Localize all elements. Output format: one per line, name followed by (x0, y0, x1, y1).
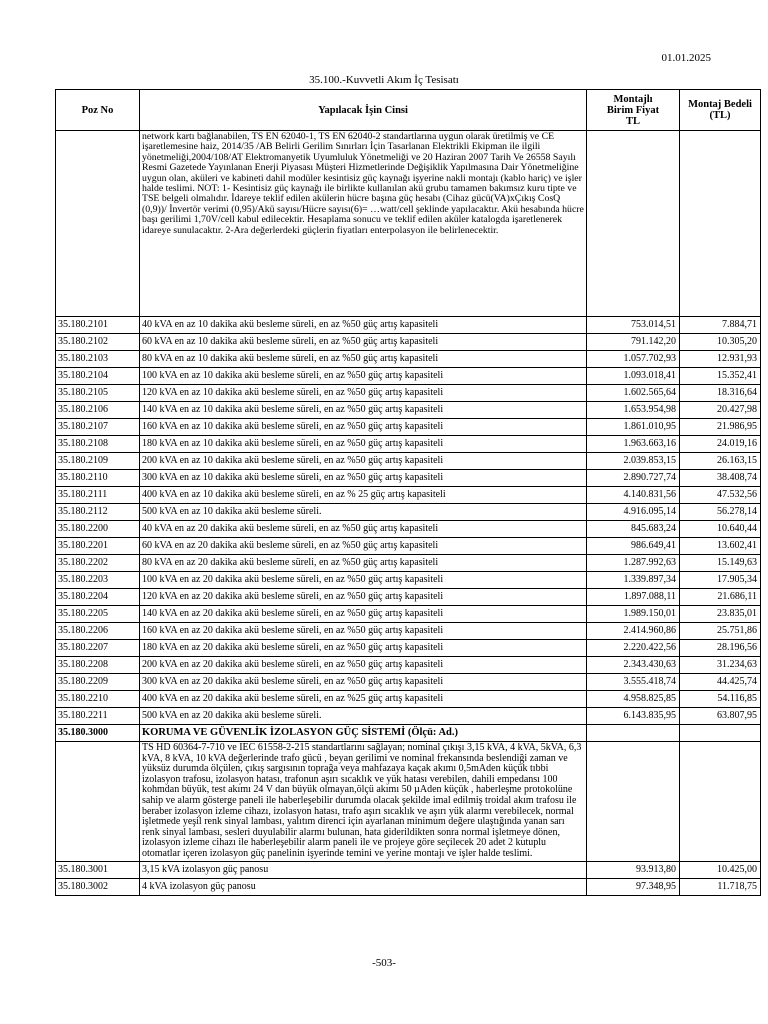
unit-price-cell: 1.602.565,64 (587, 385, 680, 402)
description-cell: 60 kVA en az 10 dakika akü besleme süreli, en az %50 güç artış kapasiteli (140, 334, 587, 351)
table-row (56, 589, 761, 606)
description-cell: 400 kVA en az 20 dakika akü besleme süreli, en az %25 güç artış kapasiteli (140, 691, 587, 708)
description-cell: 300 kVA en az 20 dakika akü besleme süreli, en az %50 güç artış kapasiteli (140, 674, 587, 691)
installation-cost-cell: 12.931,93 (680, 351, 761, 368)
installation-cost-cell: 31.234,63 (680, 657, 761, 674)
group-price-cell (587, 725, 680, 742)
unit-price-cell: 2.039.853,15 (587, 453, 680, 470)
unit-price-cell: 1.057.702,93 (587, 351, 680, 368)
poz-no-cell: 35.180.2108 (56, 436, 140, 453)
description-cell: 120 kVA en az 20 dakika akü besleme süreli, en az %50 güç artış kapasiteli (140, 589, 587, 606)
installation-cost-cell: 24.019,16 (680, 436, 761, 453)
group-title: KORUMA VE GÜVENLİK İZOLASYON GÜÇ SİSTEMİ (Ölçü: Ad.) (140, 725, 587, 742)
group-description: TS HD 60364-7-710 ve IEC 61558-2-215 standartlarını sağlayan; nominal çıkışı 3,15 kVA, 4 kVA, 5kVA, 6,3 kVA, 8 kVA, 10 kVA değerlerinde trafo gücü , beyan gerilimi ve nominal frekansında beslendiği zaman ve yüksüz durumda ölçülen, çıkış sargısının toprağa veya mahfazaya kaçak akımı 0,5mAden küçük tıbbi izolasyon trafosu, izolasyon hatası, trafonun aşırı sıcaklık ve yük hatası verebilen, dahili empedansı 100 kohmdan büyük, test akımı 24 V dan büyük olmayan,ölçü akımı 50 µAden küçük , haberleşme protokolüne sahip ve alarm gösterge paneli ile haberleşebilir durumda olacak şekilde imal edilmiş troidal akım trafosu ile beraber izolasyon izleme cihazı, izolasyon hatası, trafo aşırı sıcaklık ve aşırı yük alarmı verebilecek, normal işletmede yeşil renk sinyal lambası, yalıtım direnci için ayarlanan minimum değere ulaştığında yanan sarı renk sinyal lambası, sesleri duyulabilir alarmı bulunan, hata giderildikten sonra normal işletmeye dönen, izolasyon izleme cihazı ile haberleşebilir alarm paneli ile ve projeye göre seçilecek 20 adet 2 kutuplu otomatlar içeren izolasyon güç panelinin işyerinde temini ve yerine montajı ve işler halde teslimi. (140, 742, 587, 862)
description-cell: 500 kVA en az 10 dakika akü besleme süreli. (140, 504, 587, 521)
description-cell: 200 kVA en az 20 dakika akü besleme süreli, en az %50 güç artış kapasiteli (140, 657, 587, 674)
description-cell: 140 kVA en az 20 dakika akü besleme süreli, en az %50 güç artış kapasiteli (140, 606, 587, 623)
price-table-container (55, 89, 760, 896)
header-unit-price (587, 90, 680, 131)
poz-no-cell: 35.180.2203 (56, 572, 140, 589)
unit-price-cell: 4.140.831,56 (587, 487, 680, 504)
header-description: Yapılacak İşin Cinsi (140, 90, 587, 131)
table-row (56, 657, 761, 674)
intro-install-cell (680, 131, 761, 317)
table-row (56, 878, 761, 895)
table-row (56, 674, 761, 691)
installation-cost-cell: 10.425,00 (680, 861, 761, 878)
table-row (56, 317, 761, 334)
poz-no-cell: 35.180.2104 (56, 368, 140, 385)
installation-cost-cell: 38.408,74 (680, 470, 761, 487)
unit-price-cell: 1.287.992,63 (587, 555, 680, 572)
unit-price-cell: 1.653.954,98 (587, 402, 680, 419)
poz-no-cell: 35.180.2101 (56, 317, 140, 334)
table-row (56, 691, 761, 708)
intro-description: network kartı bağlanabilen, TS EN 62040-1, TS EN 62040-2 standartlarına uygun olarak üretilmiş ve CE işaretlemesine haiz, 2014/35 /AB Belirli Gerilim Sınırları İçin Tasarlanan Elektrikli Ekipman ile ilgili yönetmeliği,2004/108/AT Elektromanyetik Uyumluluk Yönetmeliği ve 20 Haziran 2007 Tarih Ve 26558 Sayılı Resmi Gazetede Yayınlanan Enerji Piyasası Müşteri Hizmetlerinde Değişiklik Yapılmasına Dair Yönetmeliğine uygun olan, aküleri ve kabineti dahil modüler kesintisiz güç kaynağı işyerine nakli montajı (kablo hariç) ve işler halde teslimi. NOT: 1- Kesintisiz güç kaynağı ile birlikte kullanılan akü grubu tamamen bakımsız kuru tipte ve TSE belgeli olmalıdır. İdareye teklif edilen akülerin hücre başına güç hesabı (Cihaz gücü(VA)xÇıkış CosQ (0,9))/ İnvertör verimi (0,95)/Akü sayısı/Hücre sayısı(6)= …watt/cell şeklinde yapılacaktır. Akü hesabında hücre başı gerilimi 1,70V/cell kabul edilecektir. Hesaplama sonucu ve teklif edilen aküler katalogda işaretlenerek idareye sunulacaktır. 2-Ara değerlerdeki güçlerin fiyatları enterpolasyon ile belirlenecektir. (140, 131, 587, 317)
page-number: -503- (372, 957, 396, 969)
description-cell: 180 kVA en az 10 dakika akü besleme süreli, en az %50 güç artış kapasiteli (140, 436, 587, 453)
group-text-row (56, 742, 761, 862)
description-cell: 3,15 kVA izolasyon güç panosu (140, 861, 587, 878)
header-unit-price-line2: Birim Fiyat (606, 104, 660, 116)
poz-no-cell: 35.180.2210 (56, 691, 140, 708)
group-text-price-cell (587, 742, 680, 862)
installation-cost-cell: 7.884,71 (680, 317, 761, 334)
unit-price-cell: 1.963.663,16 (587, 436, 680, 453)
installation-cost-cell: 23.835,01 (680, 606, 761, 623)
installation-cost-cell: 44.425,74 (680, 674, 761, 691)
intro-code-cell (56, 131, 140, 317)
installation-cost-cell: 11.718,75 (680, 878, 761, 895)
price-table (55, 89, 761, 896)
table-row (56, 334, 761, 351)
installation-cost-cell: 47.532,56 (680, 487, 761, 504)
table-row (56, 606, 761, 623)
poz-no-cell: 35.180.2109 (56, 453, 140, 470)
poz-no-cell: 35.180.2209 (56, 674, 140, 691)
installation-cost-cell: 18.316,64 (680, 385, 761, 402)
unit-price-cell: 97.348,95 (587, 878, 680, 895)
header-installation-cost (680, 90, 761, 131)
unit-price-cell: 2.220.422,56 (587, 640, 680, 657)
unit-price-cell: 1.897.088,11 (587, 589, 680, 606)
table-row (56, 385, 761, 402)
installation-cost-cell: 10.640,44 (680, 521, 761, 538)
table-row (56, 861, 761, 878)
description-cell: 120 kVA en az 10 dakika akü besleme süreli, en az %50 güç artış kapasiteli (140, 385, 587, 402)
installation-cost-cell: 20.427,98 (680, 402, 761, 419)
description-cell: 60 kVA en az 20 dakika akü besleme süreli, en az %50 güç artış kapasiteli (140, 538, 587, 555)
table-row (56, 538, 761, 555)
unit-price-cell: 2.343.430,63 (587, 657, 680, 674)
installation-cost-cell: 10.305,20 (680, 334, 761, 351)
table-row (56, 572, 761, 589)
table-row (56, 521, 761, 538)
group-code: 35.180.3000 (56, 725, 140, 742)
table-row (56, 504, 761, 521)
description-cell: 300 kVA en az 10 dakika akü besleme süreli, en az %50 güç artış kapasiteli (140, 470, 587, 487)
poz-no-cell: 35.180.2200 (56, 521, 140, 538)
table-row (56, 351, 761, 368)
poz-no-cell: 35.180.2206 (56, 623, 140, 640)
description-cell: 40 kVA en az 10 dakika akü besleme süreli, en az %50 güç artış kapasiteli (140, 317, 587, 334)
poz-no-cell: 35.180.2207 (56, 640, 140, 657)
unit-price-cell: 1.861.010,95 (587, 419, 680, 436)
description-cell: 140 kVA en az 10 dakika akü besleme süreli, en az %50 güç artış kapasiteli (140, 402, 587, 419)
unit-price-cell: 6.143.835,95 (587, 708, 680, 725)
table-row (56, 402, 761, 419)
installation-cost-cell: 56.278,14 (680, 504, 761, 521)
poz-no-cell: 35.180.2208 (56, 657, 140, 674)
installation-cost-cell: 21.986,95 (680, 419, 761, 436)
installation-cost-cell: 28.196,56 (680, 640, 761, 657)
description-cell: 200 kVA en az 10 dakika akü besleme süreli, en az %50 güç artış kapasiteli (140, 453, 587, 470)
table-row (56, 368, 761, 385)
poz-no-cell: 35.180.2112 (56, 504, 140, 521)
description-cell: 100 kVA en az 10 dakika akü besleme süreli, en az %50 güç artış kapasiteli (140, 368, 587, 385)
poz-no-cell: 35.180.2103 (56, 351, 140, 368)
poz-no-cell: 35.180.3002 (56, 878, 140, 895)
poz-no-cell: 35.180.2202 (56, 555, 140, 572)
installation-cost-cell: 15.149,63 (680, 555, 761, 572)
description-cell: 160 kVA en az 20 dakika akü besleme süreli, en az %50 güç artış kapasiteli (140, 623, 587, 640)
unit-price-cell: 986.649,41 (587, 538, 680, 555)
poz-no-cell: 35.180.2204 (56, 589, 140, 606)
unit-price-cell: 4.958.825,85 (587, 691, 680, 708)
table-row (56, 470, 761, 487)
unit-price-cell: 791.142,20 (587, 334, 680, 351)
poz-no-cell: 35.180.2106 (56, 402, 140, 419)
table-row (56, 555, 761, 572)
description-cell: 100 kVA en az 20 dakika akü besleme süreli, en az %50 güç artış kapasiteli (140, 572, 587, 589)
unit-price-cell: 1.093.018,41 (587, 368, 680, 385)
poz-no-cell: 35.180.3001 (56, 861, 140, 878)
poz-no-cell: 35.180.2110 (56, 470, 140, 487)
installation-cost-cell: 17.905,34 (680, 572, 761, 589)
poz-no-cell: 35.180.2107 (56, 419, 140, 436)
unit-price-cell: 1.989.150,01 (587, 606, 680, 623)
installation-cost-cell: 13.602,41 (680, 538, 761, 555)
description-cell: 40 kVA en az 20 dakika akü besleme süreli, en az %50 güç artış kapasiteli (140, 521, 587, 538)
table-row (56, 487, 761, 504)
description-cell: 400 kVA en az 10 dakika akü besleme süreli, en az % 25 güç artış kapasiteli (140, 487, 587, 504)
poz-no-cell: 35.180.2111 (56, 487, 140, 504)
installation-cost-cell: 26.163,15 (680, 453, 761, 470)
group-install-cell (680, 725, 761, 742)
header-installation-line1: Montaj Bedeli (688, 99, 752, 110)
installation-cost-cell: 63.807,95 (680, 708, 761, 725)
description-cell: 500 kVA en az 20 dakika akü besleme süreli. (140, 708, 587, 725)
header-unit-price-line3: TL (625, 115, 640, 127)
document-date: 01.01.2025 (661, 52, 711, 64)
description-cell: 160 kVA en az 10 dakika akü besleme süreli, en az %50 güç artış kapasiteli (140, 419, 587, 436)
unit-price-cell: 2.890.727,74 (587, 470, 680, 487)
installation-cost-cell: 21.686,11 (680, 589, 761, 606)
header-unit-price-line1: Montajlı (613, 93, 653, 105)
installation-cost-cell: 54.116,85 (680, 691, 761, 708)
intro-row (56, 131, 761, 317)
description-cell: 80 kVA en az 20 dakika akü besleme süreli, en az %50 güç artış kapasiteli (140, 555, 587, 572)
poz-no-cell: 35.180.2201 (56, 538, 140, 555)
unit-price-cell: 2.414.960,86 (587, 623, 680, 640)
group-heading-row (56, 725, 761, 742)
table-row (56, 623, 761, 640)
description-cell: 80 kVA en az 10 dakika akü besleme süreli, en az %50 güç artış kapasiteli (140, 351, 587, 368)
table-row (56, 419, 761, 436)
unit-price-cell: 1.339.897,34 (587, 572, 680, 589)
unit-price-cell: 93.913,80 (587, 861, 680, 878)
installation-cost-cell: 15.352,41 (680, 368, 761, 385)
unit-price-cell: 845.683,24 (587, 521, 680, 538)
description-cell: 4 kVA izolasyon güç panosu (140, 878, 587, 895)
header-poz-no: Poz No (56, 90, 140, 131)
poz-no-cell: 35.180.2102 (56, 334, 140, 351)
unit-price-cell: 3.555.418,74 (587, 674, 680, 691)
poz-no-cell: 35.180.2105 (56, 385, 140, 402)
group-text-code-cell (56, 742, 140, 862)
group-text-install-cell (680, 742, 761, 862)
table-row (56, 640, 761, 657)
table-row (56, 708, 761, 725)
unit-price-cell: 4.916.095,14 (587, 504, 680, 521)
section-title: 35.100.-Kuvvetli Akım İç Tesisatı (309, 74, 459, 86)
poz-no-cell: 35.180.2211 (56, 708, 140, 725)
poz-no-cell: 35.180.2205 (56, 606, 140, 623)
table-header-row (56, 90, 761, 131)
installation-cost-cell: 25.751,86 (680, 623, 761, 640)
description-cell: 180 kVA en az 20 dakika akü besleme süreli, en az %50 güç artış kapasiteli (140, 640, 587, 657)
header-installation-line2: (TL) (709, 110, 731, 121)
table-row (56, 436, 761, 453)
unit-price-cell: 753.014,51 (587, 317, 680, 334)
table-row (56, 453, 761, 470)
intro-price-cell (587, 131, 680, 317)
